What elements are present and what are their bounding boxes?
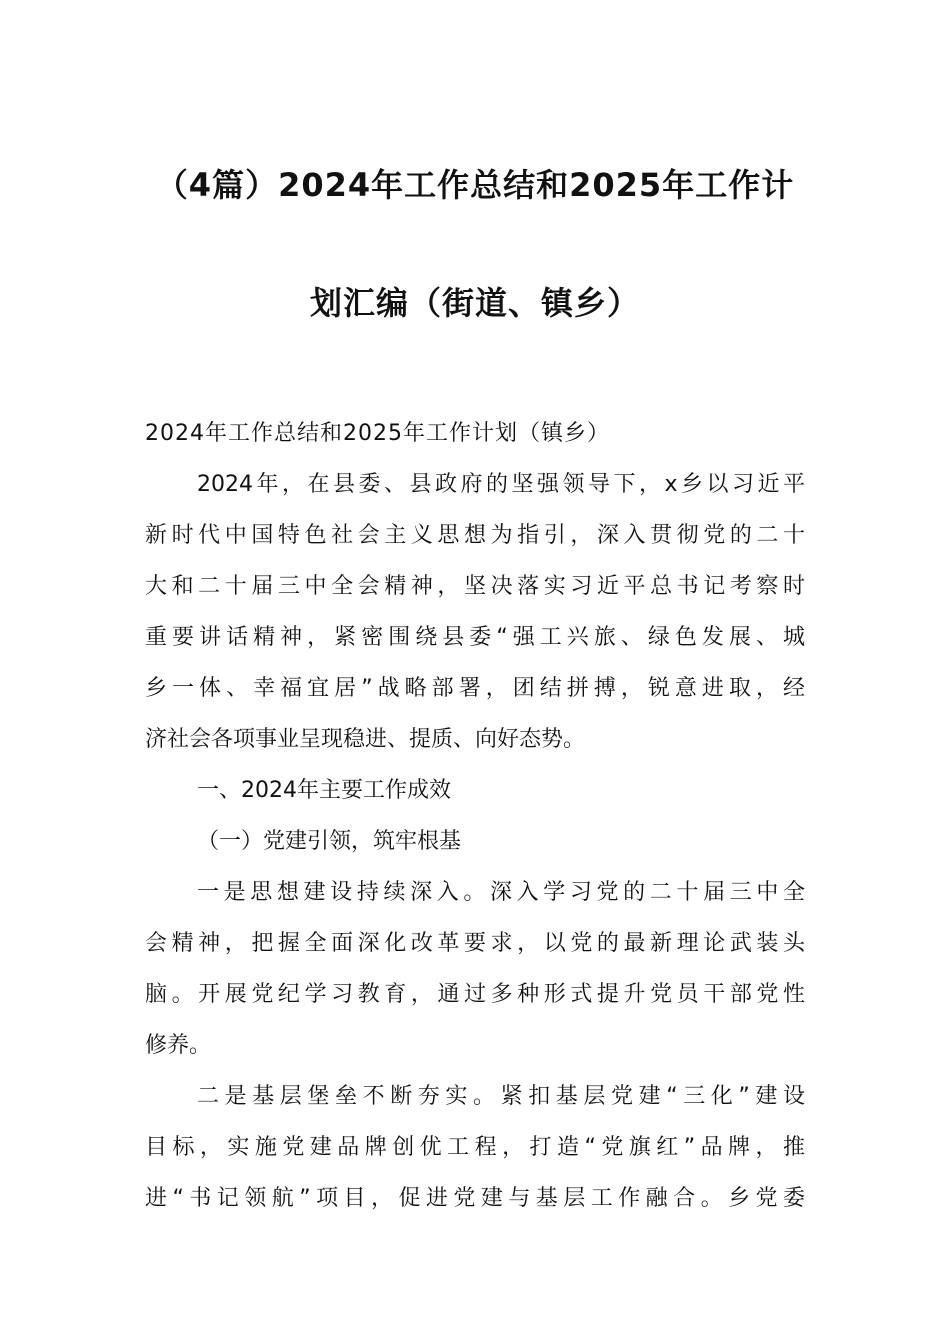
paragraph-line: 一是思想建设持续深入。深入学习党的二十届三中全 bbox=[197, 880, 805, 905]
paragraph-line: 2024年，在县委、县政府的坚强领导下，x乡以习近平 bbox=[197, 472, 805, 497]
paragraph-line: 脑。开展党纪学习教育，通过多种形式提升党员干部党性 bbox=[145, 982, 805, 1007]
paragraph-thought-building bbox=[145, 867, 805, 1071]
section-subtitle: 2024年工作总结和2025年工作计划（镇乡） bbox=[145, 421, 610, 446]
paragraph-line: 会精神，把握全面深化改革要求，以党的最新理论武装头 bbox=[145, 931, 805, 956]
paragraph-grassroots bbox=[145, 1071, 805, 1224]
subsection-heading: （一）党建引领，筑牢根基 bbox=[197, 829, 462, 854]
paragraph-line: 目标，实施党建品牌创优工程，打造“党旗红”品牌，推 bbox=[145, 1135, 805, 1160]
paragraph-line: 重要讲话精神，紧密围绕县委“强工兴旅、绿色发展、城 bbox=[145, 625, 805, 650]
paragraph-line: 济社会各项事业呈现稳进、提质、向好态势。 bbox=[145, 727, 586, 752]
paragraph-line: 二是基层堡垒不断夯实。紧扣基层党建“三化”建设 bbox=[197, 1084, 805, 1109]
paragraph-line: 新时代中国特色社会主义思想为指引，深入贯彻党的二十 bbox=[145, 523, 805, 548]
paragraph-line: 乡一体、幸福宜居”战略部署，团结拼搏，锐意进取，经 bbox=[145, 676, 805, 701]
document-body bbox=[145, 408, 805, 1224]
paragraph-line: 大和二十届三中全会精神，坚决落实习近平总书记考察时 bbox=[145, 574, 805, 599]
paragraph-line: 修养。 bbox=[145, 1033, 212, 1058]
document-title-line-1: （4篇）2024年工作总结和2025年工作计 bbox=[155, 166, 795, 204]
document-title-line-2: 划汇编（街道、镇乡） bbox=[309, 284, 640, 322]
paragraph-intro bbox=[145, 459, 805, 765]
section-heading: 一、2024年主要工作成效 bbox=[197, 778, 451, 803]
paragraph-line: 进“书记领航”项目，促进党建与基层工作融合。乡党委 bbox=[145, 1186, 805, 1211]
